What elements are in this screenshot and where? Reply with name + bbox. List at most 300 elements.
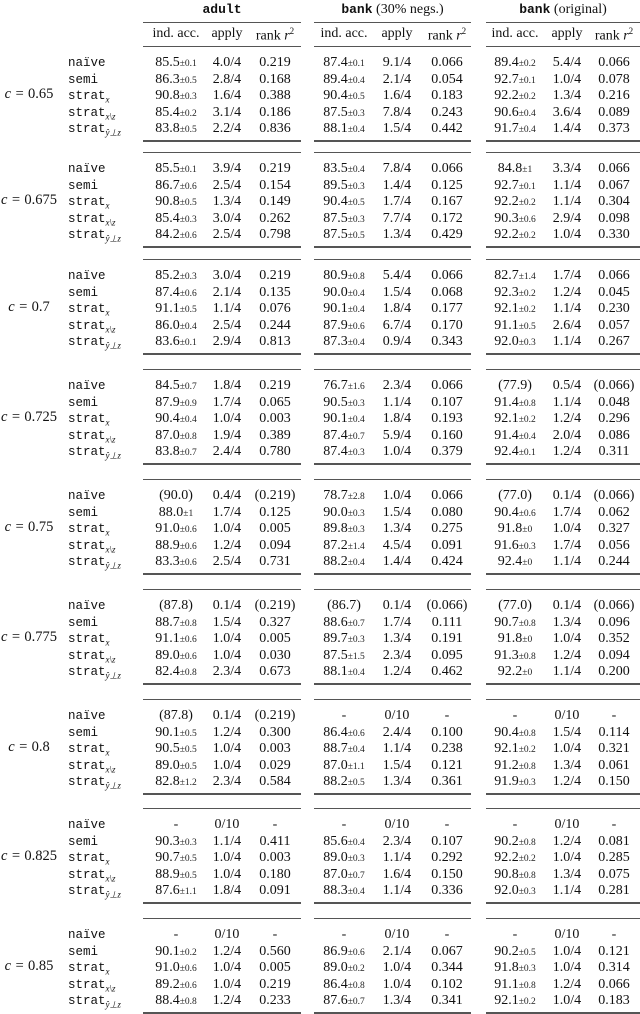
column-header-label: rank	[594, 28, 624, 44]
method-name	[68, 994, 121, 1011]
table-cell: 0/10	[214, 817, 240, 832]
cell-value: 89.4	[494, 55, 519, 70]
cell-value: 83.8	[155, 121, 180, 137]
group-name: bank	[341, 2, 373, 17]
table-cell: 1.7/4	[212, 504, 242, 520]
table-cell: 1.0/4	[212, 411, 242, 427]
table-cell: 0.066	[598, 161, 630, 176]
table-cell: 3.3/4	[552, 161, 582, 176]
table-cell: 0.066	[431, 161, 463, 176]
cell-value: 85.6	[323, 833, 348, 849]
method-base: semi	[68, 72, 99, 87]
block-bottom-rule	[314, 793, 471, 795]
group-header-2	[486, 2, 640, 18]
group-rule	[486, 22, 640, 23]
method-name	[68, 884, 121, 901]
table-cell: 1.1/4	[552, 334, 582, 350]
table-cell: 0.066	[431, 268, 463, 283]
block-bottom-rule	[314, 683, 471, 685]
block-bottom-rule	[143, 353, 301, 355]
method-base: naïve	[68, 489, 106, 503]
c-value: 0.8	[31, 739, 50, 756]
cell-value: 87.4	[323, 427, 348, 443]
cell-std: ±0.7	[347, 997, 365, 1008]
table-cell: 1.5/4	[382, 504, 412, 520]
cell-value: 92.0	[494, 883, 519, 899]
method-name	[68, 73, 98, 87]
method-base: strat	[68, 648, 106, 663]
table-cell: 0.216	[598, 88, 630, 104]
cell-std: ±0.8	[518, 837, 536, 848]
table-cell: -	[611, 817, 617, 832]
r-squared-symbol: r	[623, 28, 629, 44]
cell-std: ±0.1	[347, 59, 365, 69]
method-base: strat	[68, 632, 106, 647]
cell-value: 86.9	[323, 943, 348, 959]
table-row	[0, 121, 640, 137]
table-row	[0, 301, 640, 317]
cell-value: 90.7	[494, 614, 519, 630]
cell-std: ±1.2	[179, 778, 197, 789]
cell-value: 89.0	[155, 647, 180, 663]
cell-value: 87.2	[323, 537, 348, 553]
cell-std: ±0.4	[179, 415, 197, 426]
method-subscript: x\z	[105, 764, 116, 775]
method-base: naïve	[68, 56, 106, 70]
table-cell: 2.2/4	[212, 121, 242, 137]
table-cell: 0.219	[259, 161, 291, 176]
table-cell: 0.067	[431, 943, 463, 959]
table-cell: 2.9/4	[212, 334, 242, 350]
cell-std: ±0.1	[179, 338, 197, 349]
cell-value: 89.7	[323, 631, 348, 647]
table-cell: 1.7/4	[212, 394, 242, 410]
table-cell: 2.6/4	[552, 317, 582, 333]
table-row	[0, 927, 640, 943]
table-cell: 0.243	[431, 104, 463, 120]
table-cell: 1.0/4	[552, 741, 582, 757]
c-value: 0.675	[24, 192, 58, 209]
table-row	[0, 105, 640, 121]
cell-std: ±0.4	[347, 75, 365, 86]
table-cell: 0.5/4	[552, 378, 582, 393]
table-cell: (0.219)	[254, 488, 296, 503]
cell-value: 87.9	[323, 317, 348, 333]
cell-std: ±0.1	[179, 59, 197, 69]
table-row	[0, 285, 640, 301]
table-cell: 1.8/4	[212, 378, 242, 393]
table-cell: 1.2/4	[552, 444, 582, 460]
table-row	[0, 758, 640, 774]
table-cell: 0.061	[598, 757, 630, 773]
method-base: naïve	[68, 928, 106, 942]
column-header: ind. acc.	[491, 26, 539, 41]
c-value: 0.7	[31, 299, 50, 316]
cell-value: 86.0	[155, 317, 180, 333]
cell-std: ±0.7	[179, 382, 197, 392]
table-cell: 1.1/4	[382, 850, 412, 866]
table-cell: 0.066	[598, 268, 630, 283]
cell-value: 91.1	[494, 317, 519, 333]
table-cell: 1.0/4	[382, 976, 412, 992]
table-cell: 2.4/4	[212, 444, 242, 460]
method-base: strat	[68, 522, 106, 537]
cell-value: 92.2	[497, 664, 523, 680]
method-name	[68, 56, 106, 70]
cell-value: 89.2	[155, 976, 180, 992]
method-name	[68, 228, 121, 245]
table-row	[0, 88, 640, 104]
table-cell: 1.2/4	[212, 724, 242, 740]
cell-value: 88.1	[323, 664, 348, 680]
cell-std: ±0.5	[179, 745, 197, 756]
table-cell: 1.1/4	[212, 833, 242, 849]
block-bottom-rule	[314, 353, 471, 355]
table-row	[0, 505, 640, 521]
cell-std: ±0.4	[347, 558, 365, 569]
table-cell: 1.0/4	[212, 741, 242, 757]
block-top-rule	[143, 589, 301, 590]
method-name	[68, 335, 121, 352]
table-cell: 0.172	[431, 210, 463, 226]
cell-std: ±0.6	[347, 728, 365, 739]
cell-value: 90.1	[155, 724, 180, 740]
cell-std: ±0.8	[518, 651, 536, 662]
table-cell: 0.170	[431, 317, 463, 333]
table-cell: 0.086	[598, 427, 630, 443]
table-cell: 1.2/4	[212, 537, 242, 553]
method-name	[68, 506, 98, 520]
table-cell: 0.1/4	[552, 488, 582, 503]
c-value: 0.75	[28, 519, 54, 536]
cell-value: 92.1	[494, 301, 519, 317]
table-cell: 1.0/4	[212, 631, 242, 647]
cell-std: ±0.2	[179, 108, 197, 119]
method-subscript: x\z	[105, 983, 116, 994]
method-base: naïve	[68, 269, 106, 283]
method-base: strat	[68, 775, 106, 790]
method-base: strat	[68, 122, 106, 137]
table-cell: 0.095	[431, 647, 463, 663]
table-cell: 1.1/4	[382, 741, 412, 757]
block-bottom-rule	[143, 140, 301, 142]
method-base: strat	[68, 302, 106, 317]
table-cell: 0.003	[259, 411, 291, 427]
block-bottom-rule	[143, 463, 301, 465]
method-name	[68, 709, 106, 723]
cell-std: ±0.4	[347, 837, 365, 848]
method-base: strat	[68, 89, 106, 104]
table-cell: 1.5/4	[212, 614, 242, 630]
cell-value: 85.5	[155, 55, 180, 70]
cell-value: 91.9	[494, 774, 519, 790]
cell-value: 90.5	[323, 394, 348, 410]
table-cell: 5.4/4	[552, 55, 582, 70]
table-cell: 0/10	[554, 927, 580, 942]
cell-value: 88.2	[323, 554, 348, 570]
method-base: strat	[68, 742, 106, 757]
table-cell: 3.0/4	[212, 268, 242, 283]
table-cell: 1.2/4	[552, 411, 582, 427]
table-cell: 1.0/4	[552, 943, 582, 959]
method-subscript: x	[105, 200, 110, 211]
method-subscript: x\z	[105, 654, 116, 665]
table-cell: 0.149	[259, 194, 291, 210]
table-cell: 0.066	[431, 488, 463, 503]
cell-std: ±0.8	[518, 618, 536, 629]
method-name	[68, 742, 110, 758]
table-cell: 1.6/4	[382, 88, 412, 104]
cell-value: -	[341, 927, 347, 942]
group-rule	[314, 22, 471, 23]
table-cell: 0.048	[598, 394, 630, 410]
group-header-0	[143, 2, 301, 18]
method-subscript: ŷ⊥z	[105, 999, 121, 1010]
table-cell: 7.8/4	[382, 104, 412, 120]
cell-std: ±0.8	[518, 398, 536, 409]
table-cell: 2.5/4	[212, 227, 242, 243]
method-base: strat	[68, 851, 106, 866]
table-cell: 0.121	[431, 757, 463, 773]
table-cell: 2.3/4	[382, 647, 412, 663]
table-cell: 3.6/4	[552, 104, 582, 120]
column-header	[574, 26, 640, 45]
table-row	[0, 488, 640, 504]
table-cell: 1.2/4	[212, 943, 242, 959]
table-cell: 1.7/4	[552, 504, 582, 520]
block-bottom-rule	[486, 463, 640, 465]
method-name	[68, 122, 121, 139]
method-name	[68, 649, 116, 665]
block-top-rule	[143, 152, 301, 153]
table-cell: 1.2/4	[382, 664, 412, 680]
cell-std: ±0.4	[347, 668, 365, 679]
table-cell: 0.066	[598, 976, 630, 992]
table-cell: 1.3/4	[382, 631, 412, 647]
table-row	[0, 72, 640, 88]
block-bottom-rule	[143, 793, 301, 795]
method-name	[68, 555, 121, 572]
table-cell: 1.0/4	[552, 227, 582, 243]
method-name	[68, 319, 116, 335]
table-row	[0, 194, 640, 210]
table-cell: 1.2/4	[552, 833, 582, 849]
table-cell: 1.2/4	[552, 284, 582, 300]
cell-value: 91.8	[497, 631, 523, 647]
method-subscript: x\z	[105, 217, 116, 228]
cell-std: ±1.5	[347, 651, 365, 662]
block-top-rule	[143, 918, 301, 919]
cell-value: 85.2	[155, 268, 180, 283]
table-row	[0, 850, 640, 866]
table-cell: 0.057	[598, 317, 630, 333]
table-cell: 1.0/4	[382, 488, 412, 503]
method-name	[68, 978, 116, 994]
table-cell: 1.3/4	[552, 88, 582, 104]
cell-value: -	[173, 927, 179, 942]
table-cell: 0.344	[431, 960, 463, 976]
table-cell: 0/10	[384, 927, 410, 942]
block-top-rule	[314, 479, 471, 480]
cell-value: 92.4	[497, 554, 523, 570]
method-subscript: x	[105, 94, 110, 105]
c-value: 0.775	[24, 629, 58, 646]
cell-std: ±0.1	[518, 75, 536, 86]
table-cell: 1.1/4	[552, 554, 582, 570]
method-name	[68, 726, 98, 740]
cell-value: 87.5	[323, 647, 348, 663]
table-row	[0, 598, 640, 614]
table-cell: 0.005	[259, 960, 291, 976]
cell-std: ±1	[183, 508, 194, 519]
cell-value: -	[173, 817, 179, 832]
cell-std: ±1	[522, 165, 533, 175]
method-name	[68, 851, 110, 867]
method-name	[68, 632, 110, 648]
cell-std: ±0.5	[179, 75, 197, 86]
cell-std: ±0.5	[179, 870, 197, 881]
cell-std: ±0.8	[518, 728, 536, 739]
cell-value: -	[512, 927, 518, 942]
cell-value: 89.0	[323, 960, 348, 976]
table-cell: 0.081	[598, 833, 630, 849]
cell-value: 89.4	[323, 71, 348, 87]
table-cell: -	[272, 927, 278, 942]
cell-std: ±0.3	[347, 181, 365, 192]
cell-std: ±0.3	[347, 854, 365, 865]
table-cell: 0.219	[259, 378, 291, 393]
cell-std: ±0.3	[347, 448, 365, 459]
table-cell: 4.0/4	[212, 55, 242, 70]
method-name	[68, 599, 106, 613]
cell-std: ±1.4	[347, 541, 365, 552]
table-cell: -	[444, 708, 450, 723]
table-cell: 0.584	[259, 774, 291, 790]
cell-value: 85.4	[155, 210, 180, 226]
cell-std: ±0	[522, 558, 533, 569]
c-symbol: c =	[0, 409, 25, 426]
table-cell: 0.180	[259, 866, 291, 882]
table-cell: -	[444, 817, 450, 832]
cell-value: 87.9	[155, 394, 180, 410]
cell-value: 91.1	[155, 631, 180, 647]
cell-value: -	[512, 817, 518, 832]
c-symbol: c =	[0, 192, 25, 209]
method-base: semi	[68, 615, 99, 630]
table-cell: 0.285	[598, 850, 630, 866]
cell-value: 90.1	[323, 301, 348, 317]
cell-value: 91.4	[494, 427, 519, 443]
table-cell: 3.1/4	[212, 104, 242, 120]
method-base: strat	[68, 105, 106, 120]
table-cell: 0.150	[431, 866, 463, 882]
method-base: strat	[68, 867, 106, 882]
cell-std: ±0.3	[347, 508, 365, 519]
cell-value: 76.7	[323, 378, 348, 393]
column-header	[235, 26, 315, 45]
table-cell: 0.030	[259, 647, 291, 663]
cell-std: ±0	[522, 525, 533, 536]
cell-value: 90.5	[155, 741, 180, 757]
cell-value: 87.3	[323, 334, 348, 350]
table-cell: 0.673	[259, 664, 291, 680]
cell-value: 89.0	[323, 850, 348, 866]
cell-std: ±0.2	[518, 59, 536, 69]
cell-std: ±0.8	[347, 272, 365, 282]
cell-std: ±0.5	[179, 761, 197, 772]
c-symbol: c =	[0, 629, 25, 646]
cell-std: ±0.2	[179, 947, 197, 958]
cell-value: 87.0	[323, 866, 348, 882]
block-bottom-rule	[486, 246, 640, 248]
column-header: ind. acc.	[152, 26, 200, 41]
method-base: semi	[68, 178, 99, 193]
cell-value: 90.2	[494, 943, 519, 959]
cell-std: ±0.5	[347, 198, 365, 209]
column-header: ind. acc.	[320, 26, 368, 41]
cell-std: ±0.6	[518, 214, 536, 225]
superscript: 2	[289, 26, 295, 36]
method-base: strat	[68, 228, 106, 243]
method-name	[68, 489, 106, 503]
method-subscript: x	[105, 966, 110, 977]
table-cell: 0.731	[259, 554, 291, 570]
cell-value: 88.9	[155, 537, 180, 553]
cell-std: ±0.5	[347, 92, 365, 103]
table-row	[0, 318, 640, 334]
cell-std: ±0.2	[518, 415, 536, 426]
cell-std: ±0.2	[518, 997, 536, 1008]
method-base: semi	[68, 395, 99, 410]
table-cell: 1.5/4	[552, 724, 582, 740]
method-base: strat	[68, 884, 106, 899]
cell-std: ±0.8	[179, 431, 197, 442]
method-subscript: x	[105, 637, 110, 648]
table-cell: 0.094	[259, 537, 291, 553]
cell-value: 89.0	[155, 757, 180, 773]
cell-value: 87.4	[323, 444, 348, 460]
method-name	[68, 445, 121, 462]
c-symbol: c =	[4, 958, 29, 975]
c-symbol: c =	[8, 299, 32, 316]
table-cell: 1.0/4	[212, 866, 242, 882]
cell-value: 90.8	[155, 194, 180, 210]
method-name	[68, 179, 98, 193]
block-bottom-rule	[314, 902, 471, 904]
table-cell: 1.0/4	[212, 757, 242, 773]
table-cell: 1.0/4	[382, 960, 412, 976]
table-cell: 1.3/4	[382, 993, 412, 1009]
table-cell: 1.1/4	[552, 883, 582, 899]
table-row	[0, 648, 640, 664]
cell-std: ±0.7	[347, 870, 365, 881]
cell-std: ±0.2	[518, 92, 536, 103]
cell-std: ±0.6	[179, 288, 197, 299]
method-name	[68, 928, 106, 942]
table-cell: 1.0/4	[212, 976, 242, 992]
cell-value: 87.4	[155, 284, 180, 300]
cell-std: ±1.6	[347, 382, 365, 392]
table-cell: 1.1/4	[212, 301, 242, 317]
table-cell: 1.3/4	[382, 521, 412, 537]
cell-std: ±0.3	[347, 635, 365, 646]
table-cell: 0.352	[598, 631, 630, 647]
table-cell: 0.560	[259, 943, 291, 959]
method-name	[68, 539, 116, 555]
cell-std: ±0.6	[179, 525, 197, 536]
cell-std: ±0.6	[179, 635, 197, 646]
cell-value: 91.3	[494, 647, 519, 663]
